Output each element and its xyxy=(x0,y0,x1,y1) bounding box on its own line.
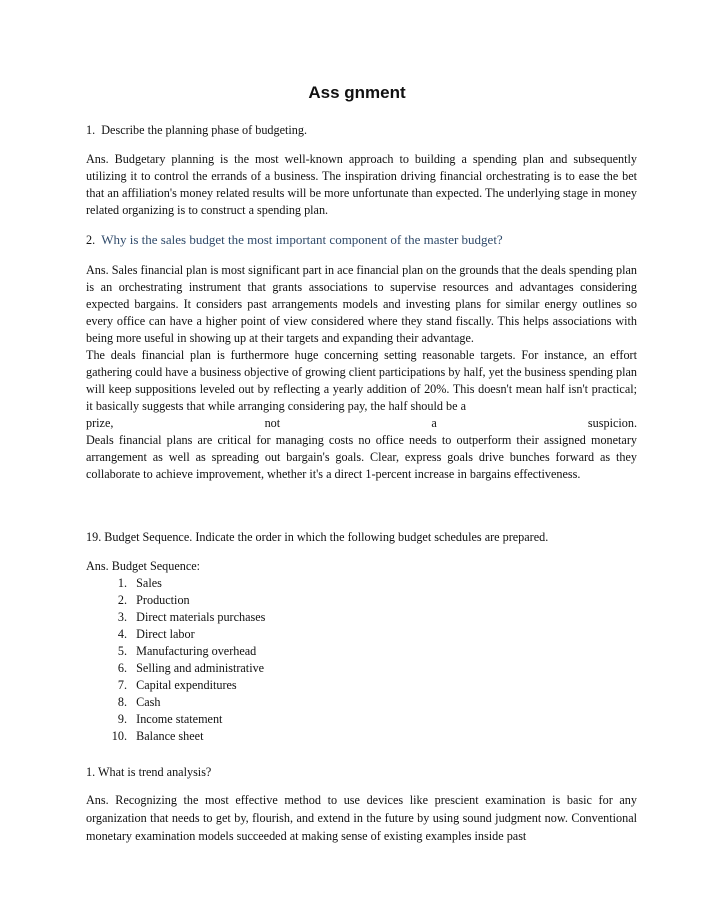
document-title: Ass gnment xyxy=(308,83,406,102)
list-item-label: Capital expenditures xyxy=(136,678,237,692)
question-4: 1. What is trend analysis? xyxy=(86,765,212,779)
list-item-number: 2. xyxy=(117,593,127,607)
list-item xyxy=(86,694,637,711)
list-item-label: Direct materials purchases xyxy=(136,610,266,624)
answer-3 xyxy=(86,558,637,745)
list-item-number: 10. xyxy=(111,729,127,743)
question-2-text: Why is the sales budget the most important component of the master budget? xyxy=(101,232,503,247)
list-item-number: 3. xyxy=(117,610,127,624)
answer-2-paragraph-2-last-line: prize, not a suspicion. xyxy=(86,416,637,430)
list-item-number: 9. xyxy=(117,712,127,726)
question-3: 19. Budget Sequence. Indicate the order in which the following budget schedules are prepared. xyxy=(86,530,549,544)
answer-2 xyxy=(86,262,637,483)
answer-3-intro: Ans. Budget Sequence: xyxy=(86,559,201,573)
list-item xyxy=(86,728,637,745)
question-1-text: Describe the planning phase of budgeting. xyxy=(101,123,308,137)
list-item-label: Cash xyxy=(136,695,161,709)
list-item xyxy=(86,660,637,677)
answer-2-paragraph-1: Ans. Sales financial plan is most significant part in ace financial plan on the grounds that the deals spending plan is an orchestrating instrument that grants associations to supervise resources and advantages considering expected bargains. It considers past arrangements models and investing plans for similar energy outlines so every office can have a higher point of view considered where they stand fiscally. This helps associations with being more useful in showing up at their targets and expanding their advantage. xyxy=(86,263,638,345)
list-item-label: Income statement xyxy=(136,712,223,726)
answer-2-paragraph-3: Deals financial plans are critical for managing costs no office needs to outperform their assigned monetary arrangement as well as spreading out bargain's goals. Clear, express goals drive bunches forward as they collaborate to achieve improvement, whether it's a direct 1-percent increase in bargains effectiveness. xyxy=(86,433,637,481)
list-item xyxy=(86,677,637,694)
question-2-number: 2. xyxy=(86,233,96,247)
list-item-number: 1. xyxy=(117,576,127,590)
list-item xyxy=(86,711,637,728)
answer-1: Ans. Budgetary planning is the most well-known approach to building a spending plan and subsequently utilizing it to control the errands of a business. The inspiration driving financial orchestrating is to ease the bet that an affiliation's money related results will be more unfortunate than expected. The underlying stage in money related organizing is to construct a spending plan. xyxy=(86,152,637,217)
list-item-number: 7. xyxy=(117,678,127,692)
answer-4: Ans. Recognizing the most effective method to use devices like prescient examination is basic for any organization that needs to get by, flourish, and extend in the future by using sound judgment now. Conventional monetary examination models succeeded at making sense of existing examples inside past xyxy=(86,793,637,843)
question-1 xyxy=(86,122,637,139)
list-item-label: Selling and administrative xyxy=(136,661,265,675)
list-item-number: 6. xyxy=(117,661,127,675)
list-item xyxy=(86,575,637,592)
list-item-label: Balance sheet xyxy=(136,729,204,743)
question-1-number: 1. xyxy=(86,123,96,137)
list-item xyxy=(86,609,637,626)
list-item-label: Manufacturing overhead xyxy=(136,644,257,658)
list-item-number: 8. xyxy=(117,695,127,709)
list-item-label: Direct labor xyxy=(136,627,195,641)
list-item xyxy=(86,592,637,609)
list-item xyxy=(86,626,637,643)
answer-2-paragraph-2: The deals financial plan is furthermore huge concerning setting reasonable targets. For instance, an effort gathering could have a business objective of growing client participations by half, yet the business spending plan will keep suppositions leveled out by reflecting a yearly addition of 20%. This doesn't mean half isn't practical; it basically suggests that while arranging considering pay, the half should be a xyxy=(86,348,637,413)
list-item-label: Sales xyxy=(136,576,162,590)
budget-sequence-list xyxy=(86,575,637,745)
list-item xyxy=(86,643,637,660)
list-item-number: 5. xyxy=(117,644,127,658)
question-2 xyxy=(86,231,637,249)
list-item-label: Production xyxy=(136,593,190,607)
list-item-number: 4. xyxy=(117,627,127,641)
